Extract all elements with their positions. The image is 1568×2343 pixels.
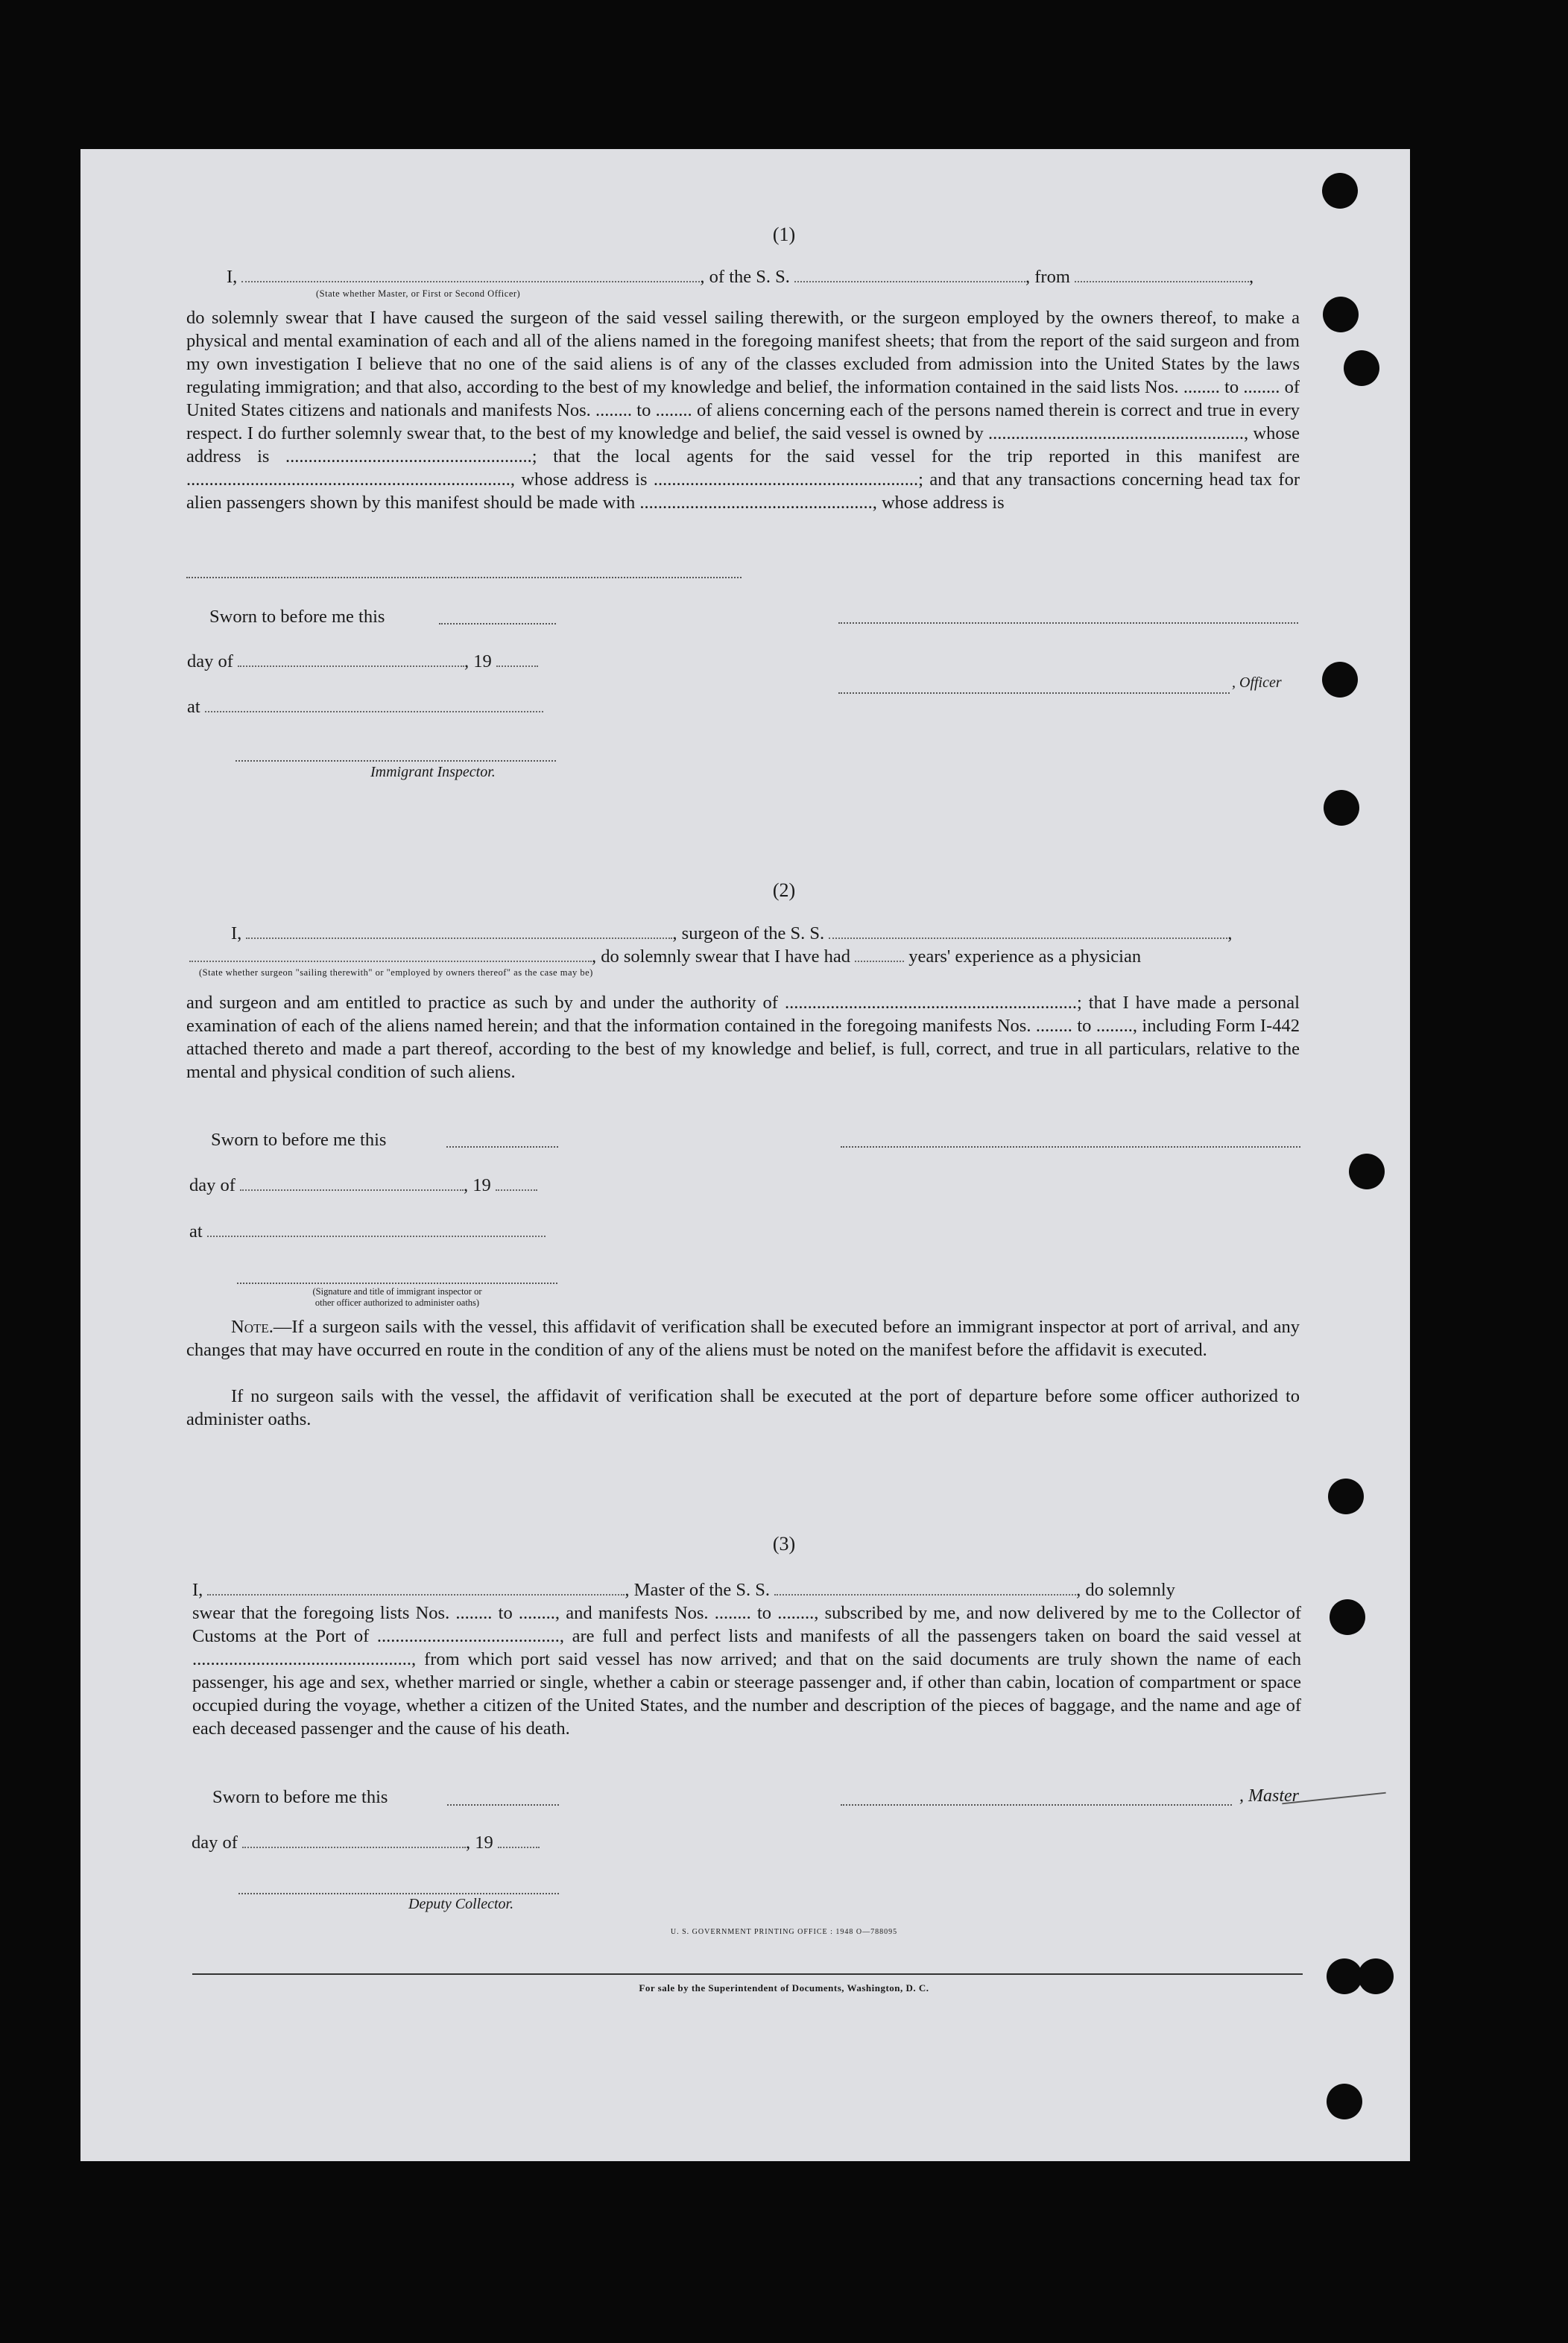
- s3-sworn: Sworn to before me this: [212, 1787, 388, 1807]
- immigrant-inspector-label: Immigrant Inspector.: [370, 764, 496, 780]
- punch-hole: [1322, 662, 1358, 698]
- s2-at: at: [189, 1220, 546, 1243]
- s2-first-line: I, , surgeon of the S. S. ,: [231, 923, 1233, 943]
- for-sale-line: For sale by the Superintendent of Documents, Washington, D. C.: [639, 1982, 929, 1993]
- s2-day-of: day of , 19: [189, 1174, 537, 1197]
- s2-second-line: , do solemnly swear that I have had years' experience as a physician: [189, 945, 1141, 968]
- s1-at: at: [187, 695, 543, 718]
- section-2-number: (2): [772, 879, 796, 901]
- section-1-number: (1): [772, 224, 796, 245]
- punch-hole: [1330, 1599, 1365, 1635]
- officer-label: , Officer: [1232, 674, 1282, 691]
- punch-hole: [1328, 1479, 1364, 1514]
- s1-day-of: day of , 19: [187, 650, 538, 673]
- s3-body: swear that the foregoing lists Nos. ........ to ........, and manifests Nos. ........ to ........, subscribed by me, and now delivered by me to the Collector of Customs at the Port of ........................................, are full and perfect lists and manifests of all the passengers taken on board the said vessel at ................................................, from which port said vessel has now arrived; and that on the said documents are truly shown the name of each passenger, his age and sex, whether married or single, whether a cabin or steerage passenger and, if other than cabin, location of compartment or space occupied during the voyage, whether a citizen of the United States, and the number and description of the pieces of baggage, and the name and age of each deceased passenger and the cause of his death.: [192, 1603, 1301, 1739]
- s2-note: Note.—If a surgeon sails with the vessel, this affidavit of verification shall be executed before an immigrant inspector at port of arrival, and any changes that may have occurred en route in the condition of any of the aliens must be noted on the manifest before the affidavit is executed.: [186, 1317, 1300, 1360]
- s1-body: do solemnly swear that I have caused the surgeon of the said vessel sailing therewith, or the surgeon employed by the owners thereof, to make a physical and mental examination of each and all of the aliens named in the foregoing manifest sheets; that from the report of the said surgeon and from my own investigation I believe that no one of the said aliens is of any of the classes excluded from admission into the United States by the laws regulating immigration; and that also, according to the best of my knowledge and belief, the information contained in the said lists Nos. ........ to ........ of United States citizens and nationals and manifests Nos. ........ to ........ of aliens concerning each of the persons named therein is correct and true in every respect. I do further solemnly swear that, to the best of my knowledge and belief, the said vessel is owned by ........................................................, whose address is ......................................................; that the local agents for the said vessel for the trip reported in this manifest are ......................................................................., whose address is ..........................................................; and that any transactions concerning head tax for alien passengers shown by this manifest should be made with ..................................................., whose address is: [186, 308, 1300, 513]
- s2-body: and surgeon and am entitled to practice as such by and under the authority of ................................................................; that I have made a personal examination of each of the aliens named herein; and that the information contained in the foregoing manifests Nos. ........ to ........, including Form I-442 attached thereto and made a part thereof, according to the best of my knowledge and belief, is full, correct, and true in all particulars, relative to the mental and physical condition of such aliens.: [186, 993, 1300, 1082]
- s1-officer-caption: (State whether Master, or First or Second Officer): [316, 288, 521, 299]
- punch-hole: [1327, 2084, 1362, 2119]
- s2-surgeon-caption: (State whether surgeon "sailing therewith" or "employed by owners thereof" as the case may be): [199, 967, 593, 978]
- s1-first-line: I, , of the S. S. , from ,: [227, 267, 1254, 287]
- master-label: , Master: [1239, 1786, 1299, 1806]
- punch-hole: [1322, 173, 1358, 209]
- punch-hole: [1323, 297, 1359, 332]
- deputy-collector-label: Deputy Collector.: [408, 1896, 514, 1912]
- s2-signature-caption: (Signature and title of immigrant inspector or other officer authorized to administer oaths): [312, 1286, 482, 1308]
- s1-sworn: Sworn to before me this: [209, 607, 385, 627]
- section-3-number: (3): [772, 1533, 796, 1555]
- s3-day-of: day of , 19: [192, 1831, 540, 1854]
- printing-office-line: U. S. GOVERNMENT PRINTING OFFICE : 1948 O—788095: [670, 1928, 898, 1936]
- s3-first-line: I, , Master of the S. S. , do solemnly: [192, 1580, 1175, 1600]
- s2-note-2: If no surgeon sails with the vessel, the affidavit of verification shall be executed at the port of departure before some officer authorized to administer oaths.: [186, 1386, 1300, 1429]
- punch-hole: [1349, 1154, 1385, 1189]
- s2-sworn: Sworn to before me this: [211, 1130, 387, 1150]
- punch-hole: [1324, 790, 1359, 826]
- punch-hole: [1344, 350, 1379, 386]
